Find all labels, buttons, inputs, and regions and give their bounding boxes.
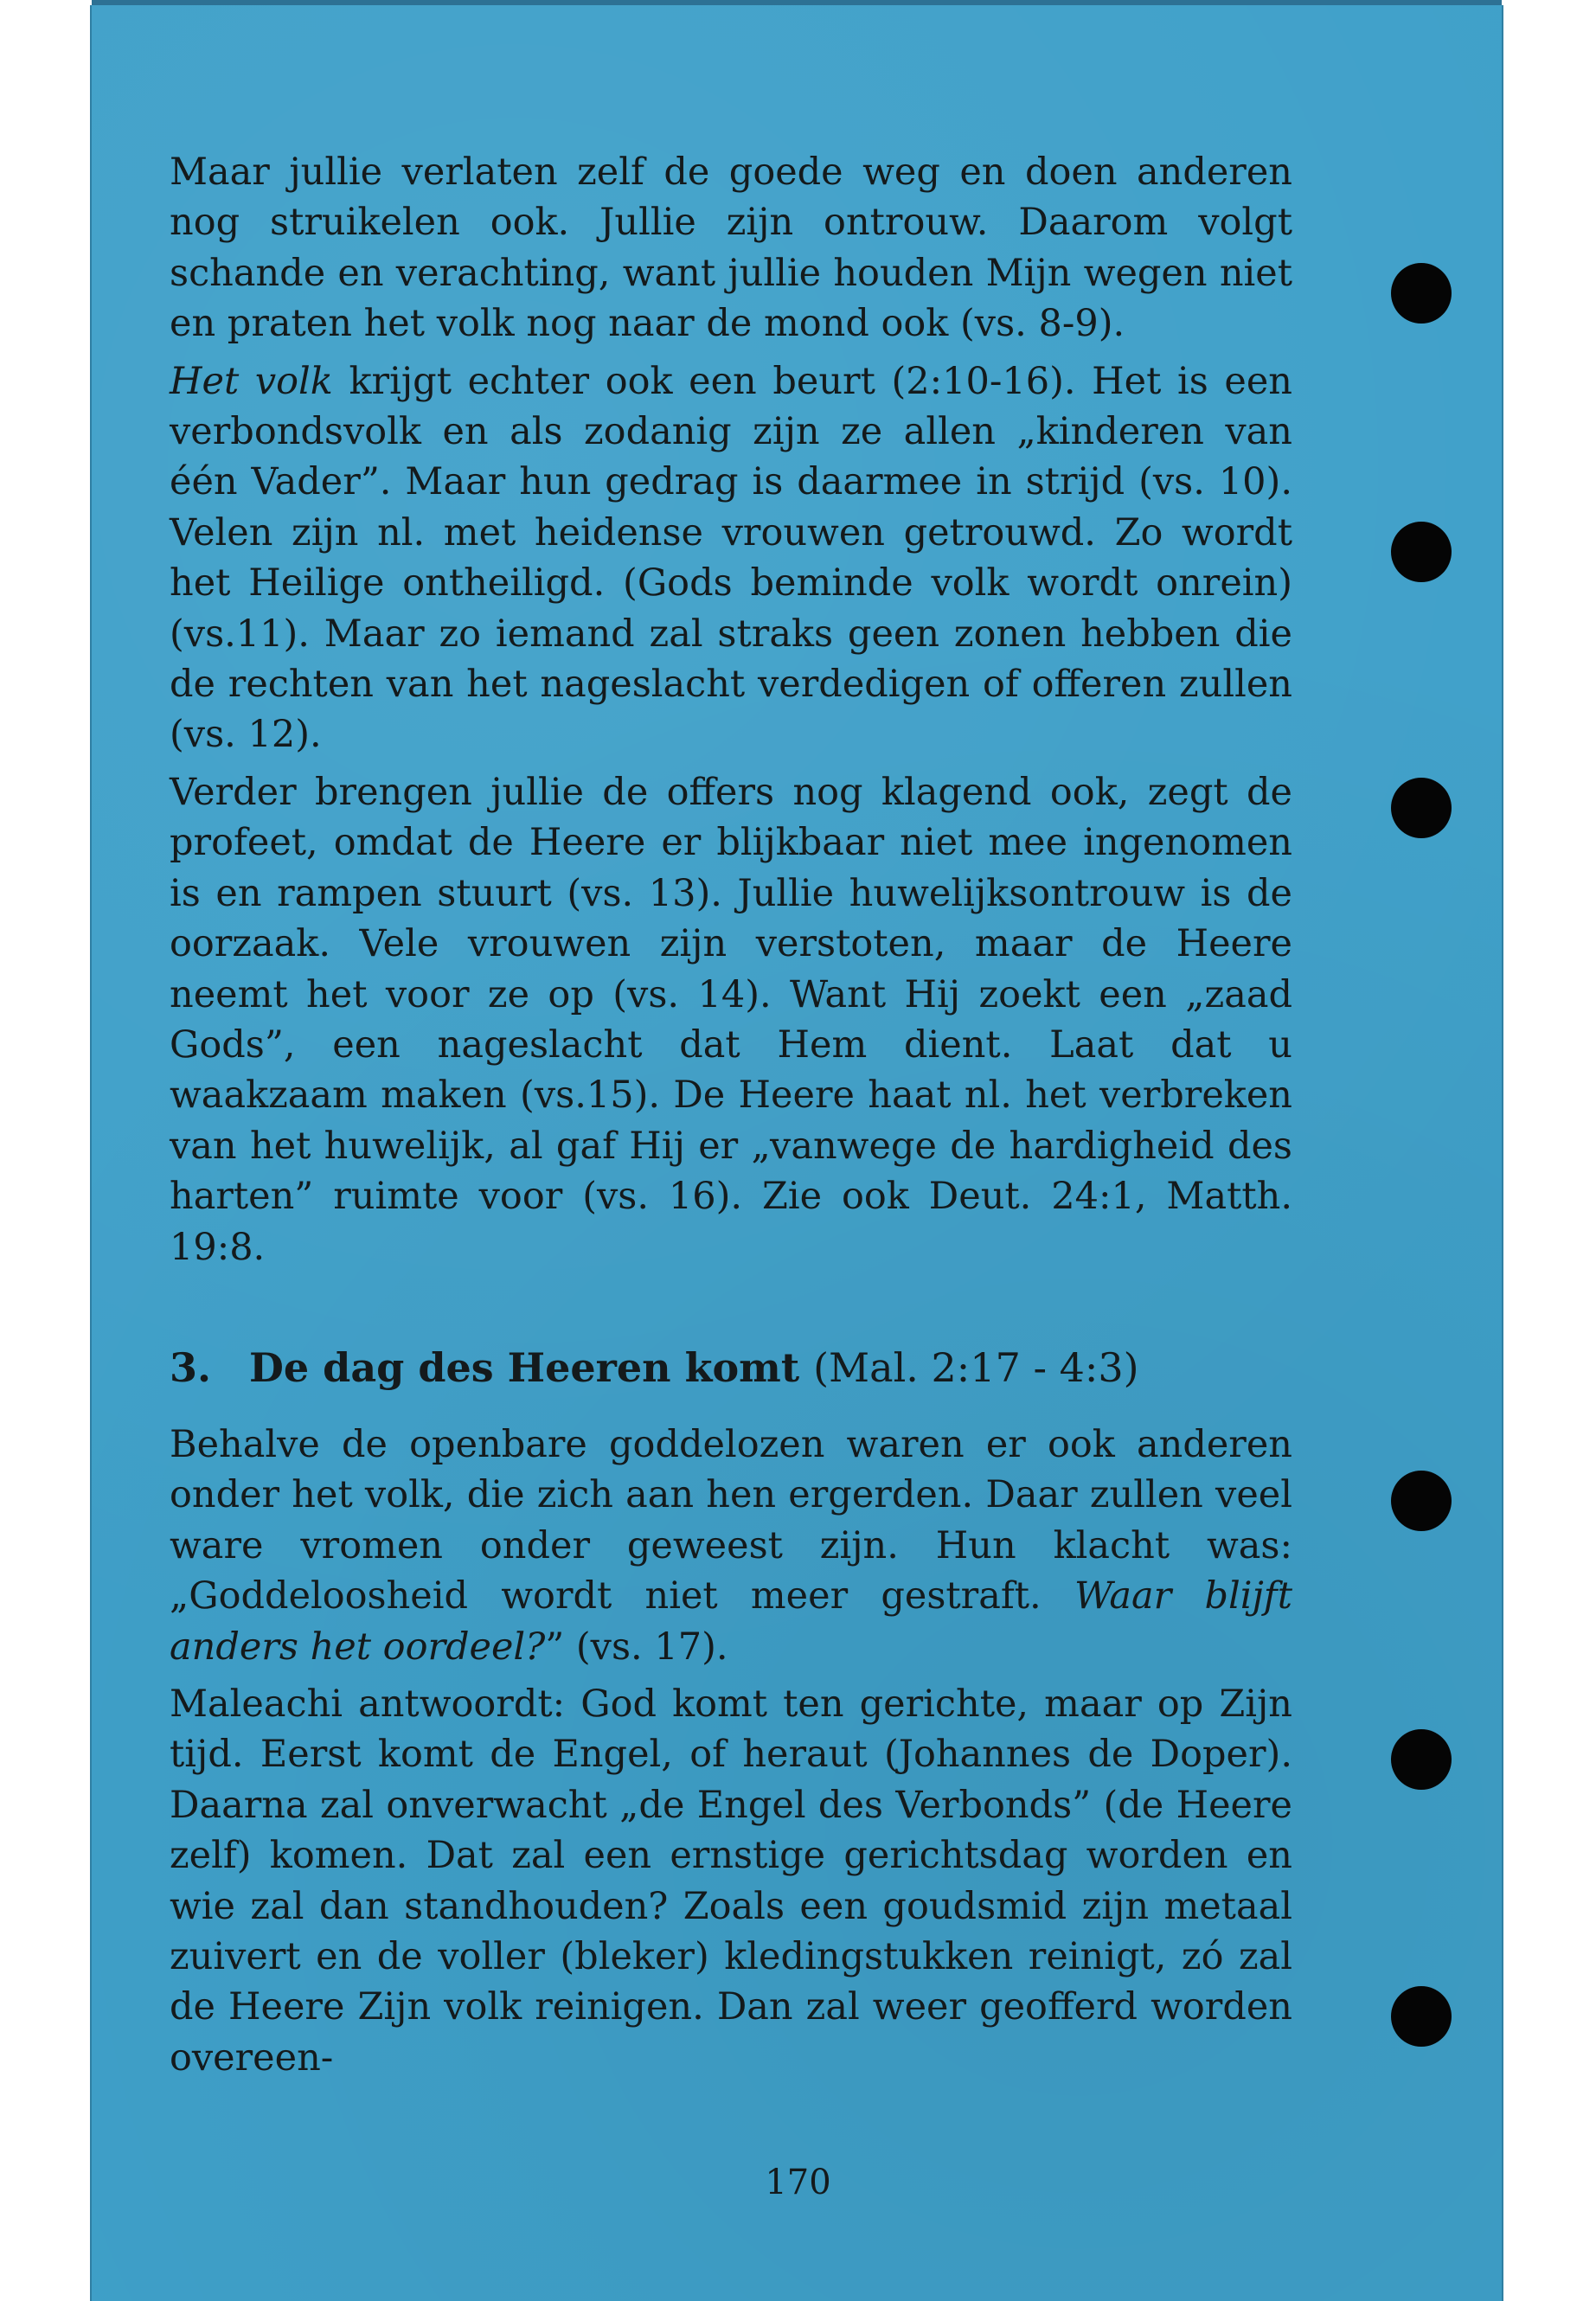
punch-hole <box>1391 263 1452 324</box>
paragraph-3: Verder brengen jullie de offers nog klagend ook, zegt de profeet, omdat de Heere er blijkbaar niet mee ingenomen is en rampen stuurt (vs. 13). Jullie huwelijksontrouw is de oorzaak. Vele vrouwen zijn verstoten, maar de Heere neemt het voor ze op (vs. 14). Want Hij zoekt een „zaad Gods”, een nageslacht dat Hem dient. Laat dat u waakzaam maken (vs.15). De Heere haat nl. het verbreken van het huwelijk, al gaf Hij er „vanwege de hardigheid des harten” ruimte voor (vs. 16). Zie ook Deut. 24:1, Matth. 19:8. <box>170 770 1292 1269</box>
punch-hole <box>1391 522 1452 582</box>
body-text <box>170 147 1292 2083</box>
section-number: 3. <box>170 1343 212 1391</box>
section-heading <box>170 1342 1292 1394</box>
page-number: 170 <box>765 2163 831 2202</box>
section-title: De dag des Heeren komt <box>249 1343 800 1391</box>
punch-hole <box>1391 1986 1452 2047</box>
paragraph-1: Maar jullie verlaten zelf de goede weg en doen anderen nog struikelen ook. Jullie zijn ontrouw. Daarom volgt schande en verachting, want jullie houden Mijn wegen niet en praten het volk nog naar de mond ook (vs. 8-9). <box>170 151 1292 346</box>
punch-hole <box>1391 1471 1452 1531</box>
paragraph-4-tail: ” (vs. 17). <box>545 1625 728 1669</box>
paragraph-5: Maleachi antwoordt: God komt ten gerichte, maar op Zijn tijd. Eerst komt de Engel, of heraut (Johannes de Doper). Daarna zal onverwacht „de Engel des Verbonds” (de Heere zelf) komen. Dat zal een ernstige gerichtsdag worden en wie zal dan standhouden? Zoals een goudsmid zijn metaal zuivert en de voller (bleker) kledingstukken reinigt, zó zal de Heere Zijn volk reinigen. Dan zal weer geofferd worden overeen- <box>170 1682 1292 2080</box>
paragraph-2 <box>170 356 1292 760</box>
paragraph-4 <box>170 1420 1292 1672</box>
section-reference: (Mal. 2:17 - 4:3) <box>813 1343 1139 1391</box>
punch-hole <box>1391 778 1452 838</box>
punch-hole <box>1391 1729 1452 1790</box>
paragraph-2-italic-lead: Het volk <box>170 359 333 403</box>
paragraph-4-text: Behalve de openbare goddelozen waren er ook anderen onder het volk, die zich aan hen ergerden. Daar zullen veel ware vromen onder geweest zijn. Hun klacht was: „Goddeloosheid wordt niet meer gestraft. <box>170 1422 1292 1618</box>
paragraph-2-text: krijgt echter ook een beurt (2:10-16). Het is een verbondsvolk en als zodanig zijn ze allen „kinderen van één Vader”. Maar hun gedrag is daarmee in strijd (vs. 10). Velen zijn nl. met heidense vrouwen getrouwd. Zo wordt het Heilige ontheiligd. (Gods beminde volk wordt onrein) (vs.11). Maar zo iemand zal straks geen zonen hebben die de rechten van het nageslacht verdedigen of offeren zullen (vs. 12). <box>170 359 1292 757</box>
paragraph-4-italic-quote: Waar blijft anders het oordeel? <box>170 1574 1292 1669</box>
